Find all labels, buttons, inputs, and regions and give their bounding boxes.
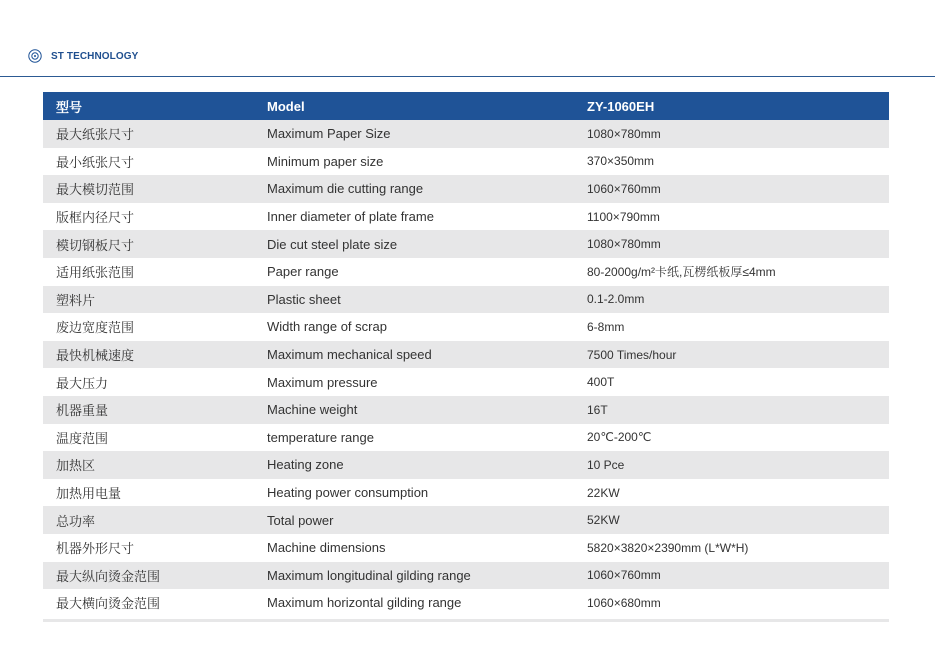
spec-name-cn: 废边宽度范围 <box>43 313 254 341</box>
spec-name-cn: 最大横向烫金范围 <box>43 589 254 617</box>
spec-name-cn: 加热用电量 <box>43 479 254 507</box>
spec-value: 6-8mm <box>574 313 889 341</box>
spec-name-en: Heating zone <box>254 451 574 479</box>
table-row <box>43 589 889 617</box>
spec-name-en: Machine weight <box>254 396 574 424</box>
table-row <box>43 424 889 452</box>
spec-name-cn: 机器外形尺寸 <box>43 534 254 562</box>
spec-value: 370×350mm <box>574 148 889 176</box>
spec-name-en: Minimum paper size <box>254 148 574 176</box>
spec-name-en: Maximum pressure <box>254 368 574 396</box>
spec-value: 400T <box>574 368 889 396</box>
table-row <box>43 203 889 231</box>
target-circle-icon <box>28 49 42 63</box>
header-cn: 型号 <box>43 92 254 120</box>
spec-value: 80-2000g/m²卡纸,瓦楞纸板厚≤4mm <box>574 258 889 286</box>
table-row <box>43 286 889 314</box>
spec-value: 22KW <box>574 479 889 507</box>
table-body <box>43 120 889 617</box>
spec-name-en: Paper range <box>254 258 574 286</box>
spec-name-en: Maximum horizontal gilding range <box>254 589 574 617</box>
table-row <box>43 506 889 534</box>
table-row <box>43 534 889 562</box>
spec-name-cn: 最快机械速度 <box>43 341 254 369</box>
table-row <box>43 341 889 369</box>
spec-value: 1100×790mm <box>574 203 889 231</box>
table-row <box>43 230 889 258</box>
table-row <box>43 479 889 507</box>
table-row <box>43 562 889 590</box>
spec-name-cn: 版框内径尺寸 <box>43 203 254 231</box>
spec-name-cn: 适用纸张范围 <box>43 258 254 286</box>
spec-name-cn: 温度范围 <box>43 424 254 452</box>
table-row <box>43 148 889 176</box>
spec-name-en: temperature range <box>254 424 574 452</box>
spec-name-cn: 最小纸张尺寸 <box>43 148 254 176</box>
spec-name-en: Total power <box>254 506 574 534</box>
spec-value: 52KW <box>574 506 889 534</box>
spec-value: 16T <box>574 396 889 424</box>
spec-value: 10 Pce <box>574 451 889 479</box>
header-divider <box>0 76 935 77</box>
page-header <box>28 49 138 63</box>
spec-name-cn: 最大纵向烫金范围 <box>43 562 254 590</box>
spec-value: 1080×780mm <box>574 120 889 148</box>
spec-name-cn: 机器重量 <box>43 396 254 424</box>
table-row <box>43 396 889 424</box>
spec-name-cn: 塑料片 <box>43 286 254 314</box>
table-header-row <box>43 92 889 120</box>
spec-table <box>43 92 889 617</box>
spec-value: 20℃-200℃ <box>574 424 889 452</box>
spec-name-cn: 最大纸张尺寸 <box>43 120 254 148</box>
spec-value: 7500 Times/hour <box>574 341 889 369</box>
header-model: ZY-1060EH <box>574 92 889 120</box>
spec-value: 0.1-2.0mm <box>574 286 889 314</box>
spec-name-cn: 最大模切范围 <box>43 175 254 203</box>
table-row <box>43 175 889 203</box>
spec-name-cn: 加热区 <box>43 451 254 479</box>
spec-name-en: Inner diameter of plate frame <box>254 203 574 231</box>
header-en: Model <box>254 92 574 120</box>
table-row <box>43 120 889 148</box>
table-row <box>43 258 889 286</box>
table-bottom-divider <box>43 619 889 622</box>
spec-name-en: Machine dimensions <box>254 534 574 562</box>
table-row <box>43 313 889 341</box>
spec-name-en: Maximum longitudinal gilding range <box>254 562 574 590</box>
spec-value: 1060×760mm <box>574 562 889 590</box>
spec-value: 1080×780mm <box>574 230 889 258</box>
spec-name-en: Width range of scrap <box>254 313 574 341</box>
spec-name-en: Maximum die cutting range <box>254 175 574 203</box>
spec-name-cn: 模切钢板尺寸 <box>43 230 254 258</box>
spec-name-cn: 总功率 <box>43 506 254 534</box>
table-row <box>43 451 889 479</box>
spec-name-en: Heating power consumption <box>254 479 574 507</box>
spec-name-en: Maximum Paper Size <box>254 120 574 148</box>
spec-value: 5820×3820×2390mm (L*W*H) <box>574 534 889 562</box>
table-row <box>43 368 889 396</box>
spec-name-en: Plastic sheet <box>254 286 574 314</box>
brand-name: ST TECHNOLOGY <box>51 50 139 62</box>
spec-value: 1060×680mm <box>574 589 889 617</box>
spec-name-en: Maximum mechanical speed <box>254 341 574 369</box>
spec-name-cn: 最大压力 <box>43 368 254 396</box>
spec-value: 1060×760mm <box>574 175 889 203</box>
spec-name-en: Die cut steel plate size <box>254 230 574 258</box>
